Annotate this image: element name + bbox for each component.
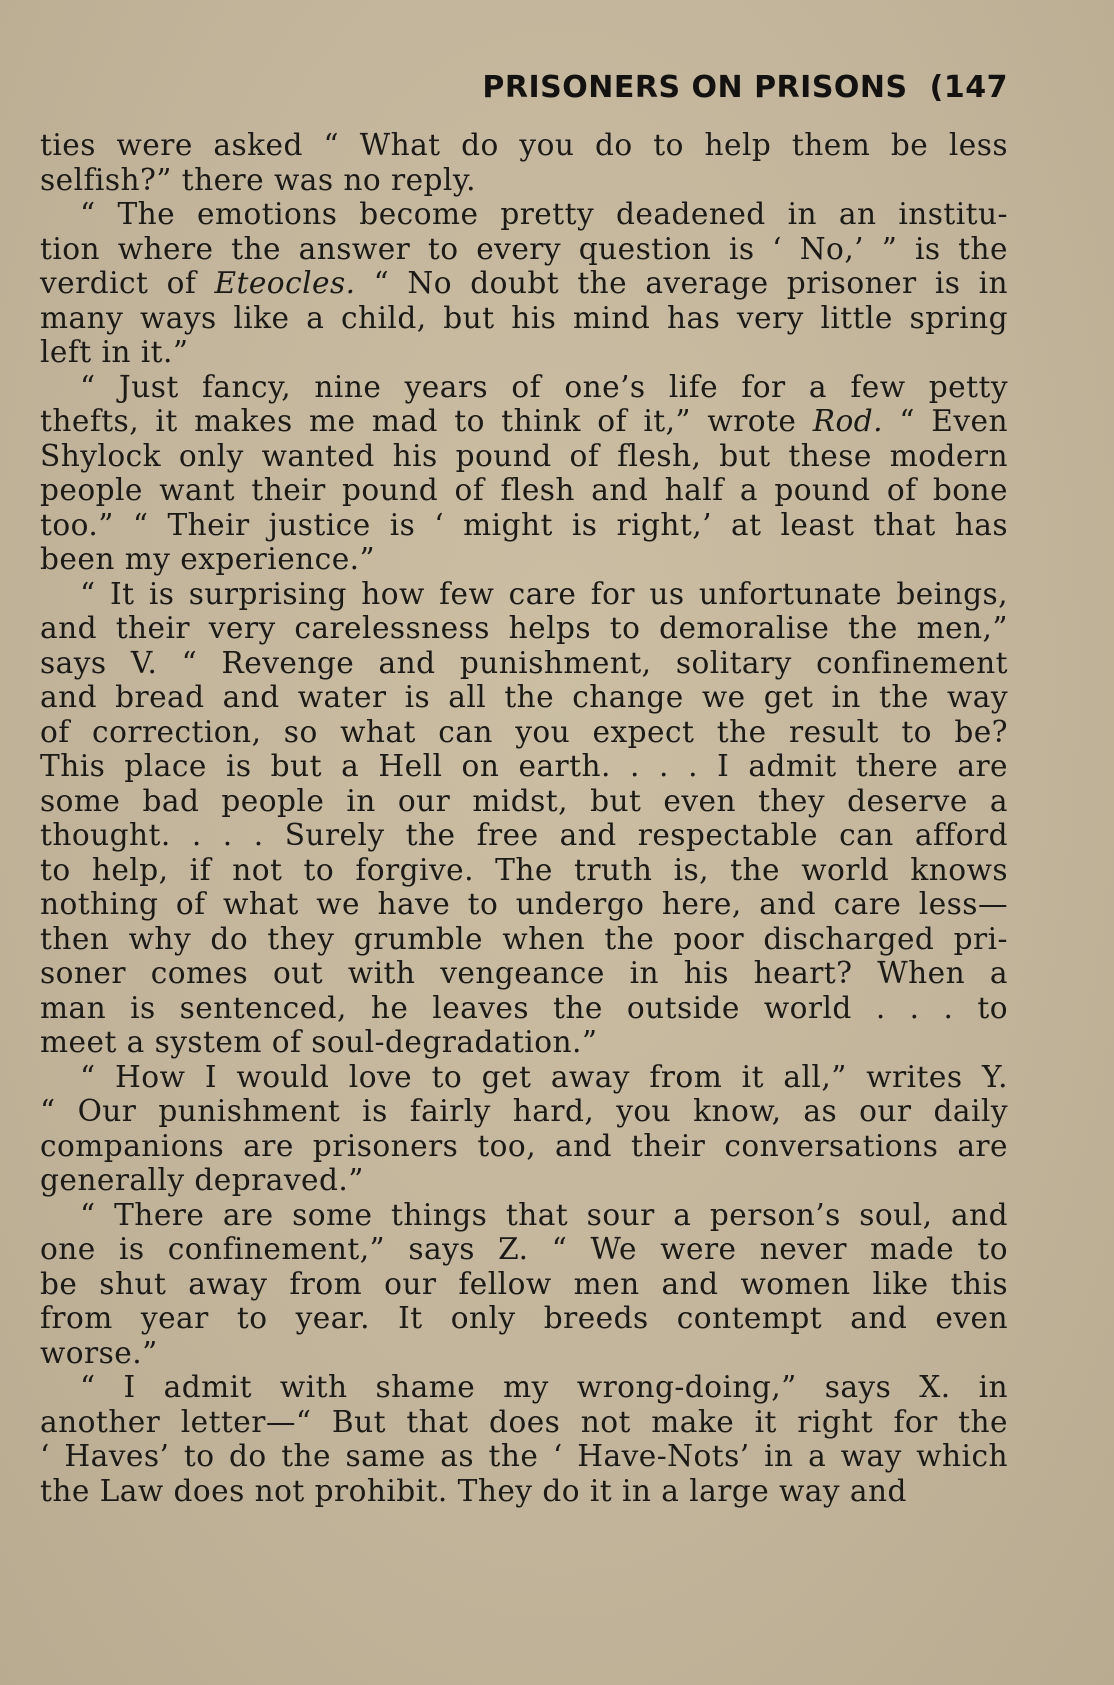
text-line: “ How I would love to get away from it all,” writes Y. <box>80 1059 1008 1094</box>
text-line: Shylock only wanted his pound of flesh, but these modern <box>40 438 1008 473</box>
text-line: left in it.” <box>40 335 189 369</box>
text-line: too.” “ Their justice is ‘ might is right,’ at least that has <box>40 507 1008 542</box>
text-line: man is sentenced, he leaves the outside world . . . to <box>40 990 1008 1025</box>
text-line: companions are prisoners too, and their conversations are <box>40 1128 1008 1163</box>
text-line: This place is but a Hell on earth. . . . I admit there are <box>40 749 1008 783</box>
paragraph-y <box>40 1060 1008 1198</box>
text-line: selfish?” there was no reply. <box>40 162 476 197</box>
text-line: some bad people in our midst, but even they deserve a <box>40 783 1008 818</box>
paragraph-v <box>40 577 1008 1060</box>
text-line: “ Just fancy, nine years of one’s life for a few petty <box>80 369 1008 404</box>
page-number: (147 <box>929 70 1008 105</box>
text-line: nothing of what we have to undergo here, and care less— <box>40 887 1008 921</box>
text-line: soner comes out with vengeance in his heart? When a <box>40 956 1008 990</box>
text-line: many ways like a child, but his mind has very little spring <box>40 300 1008 335</box>
running-title: PRISONERS ON PRISONS <box>482 70 908 105</box>
text-line: thought. . . . Surely the free and respectable can afford <box>40 818 1008 852</box>
text-line: meet a system of soul-degradation.” <box>40 1025 598 1059</box>
body-text <box>40 128 1008 1508</box>
text-line: worse.” <box>40 1335 158 1370</box>
text-line: be shut away from our fellow men and women like this <box>40 1266 1008 1301</box>
text-line: ‘ Haves’ to do the same as the ‘ Have-Nots’ in a way which <box>40 1439 1008 1473</box>
paragraph-x <box>40 1370 1008 1508</box>
text-line: “ There are some things that sour a person’s soul, and <box>80 1197 1008 1232</box>
text-line: then why do they grumble when the poor discharged pri- <box>40 921 1008 956</box>
text-line: and bread and water is all the change we get in the way <box>40 680 1008 714</box>
paragraph-z <box>40 1198 1008 1371</box>
running-header <box>482 70 1008 105</box>
italic-name: Rod. <box>812 404 883 438</box>
text-line: and their very carelessness helps to demoralise the men,” <box>40 611 1008 645</box>
text-line: ties were asked “ What do you do to help them be less <box>40 128 1008 162</box>
text-line: thefts, it makes me mad to think of it,” wrote Rod. “ Even <box>40 404 1008 438</box>
text-line: to help, if not to forgive. The truth is, the world knows <box>40 852 1008 887</box>
text-line: “ Our punishment is fairly hard, you know, as our daily <box>40 1094 1008 1128</box>
paragraph-continued <box>40 128 1008 197</box>
italic-name: Eteocles. <box>214 266 356 300</box>
text-line: of correction, so what can you expect the result to be? <box>40 714 1008 749</box>
text-line: from year to year. It only breeds contempt and even <box>40 1301 1008 1335</box>
text-line: “ The emotions become pretty deadened in an institu- <box>80 197 1008 231</box>
text-line: verdict of Eteocles. “ No doubt the average prisoner is in <box>40 266 1008 300</box>
paragraph-rod <box>40 370 1008 577</box>
text-line: been my experience.” <box>40 542 376 576</box>
paragraph-eteocles <box>40 197 1008 370</box>
text-line: one is confinement,” says Z. “ We were never made to <box>40 1232 1008 1266</box>
text-line: the Law does not prohibit. They do it in a large way and <box>40 1473 907 1508</box>
text-line: another letter—“ But that does not make it right for the <box>40 1404 1008 1439</box>
text-line: “ It is surprising how few care for us unfortunate beings, <box>80 576 1008 611</box>
text-line: “ I admit with shame my wrong-doing,” says X. in <box>80 1370 1008 1404</box>
text-line: says V. “ Revenge and punishment, solitary confinement <box>40 645 1008 680</box>
text-line: generally depraved.” <box>40 1163 364 1197</box>
text-line: people want their pound of flesh and half a pound of bone <box>40 473 1008 507</box>
text-line: tion where the answer to every question is ‘ No,’ ” is the <box>40 231 1008 266</box>
